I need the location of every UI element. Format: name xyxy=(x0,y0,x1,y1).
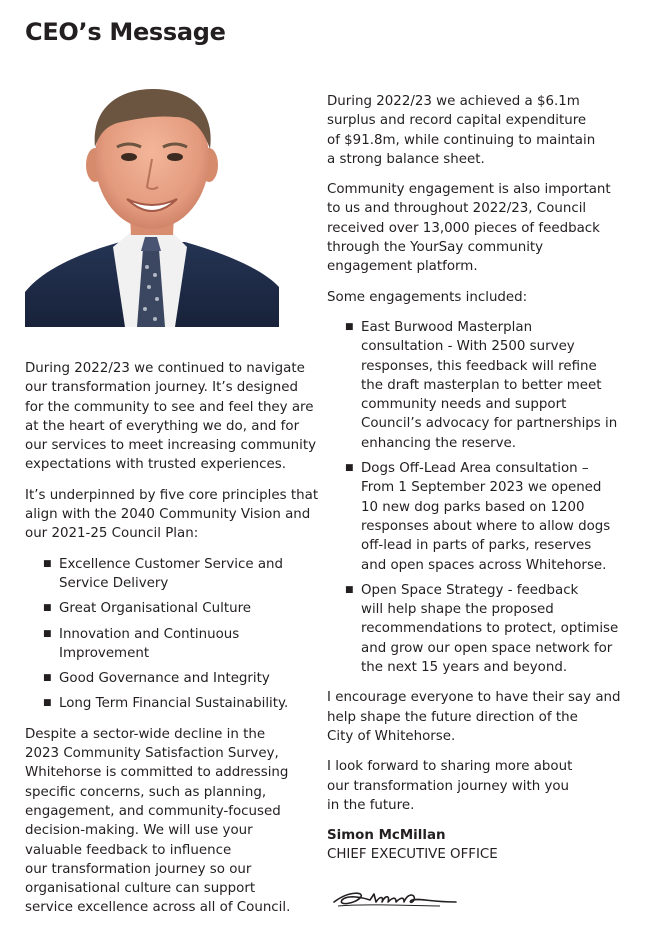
text-line: It’s underpinned by five core principles that xyxy=(25,487,319,503)
text-line: Whitehorse is committed to addressing xyxy=(25,765,289,781)
bullet-icon: ■ xyxy=(345,321,354,332)
ceo-portrait-photo xyxy=(25,77,279,327)
engagements-intro xyxy=(327,288,627,307)
list-item: ■ Dogs Off-Lead Area consultation – From 1 September 2023 we opened 10 new dog parks based on 1200 responses about where to allow dogs off-lead in parts of parks, reserves and open spaces across Whitehorse. xyxy=(345,461,611,573)
text-line: a strong balance sheet. xyxy=(327,151,485,167)
text-line: City of Whitehorse. xyxy=(327,728,456,744)
signoff-block xyxy=(327,826,627,865)
text-line: help shape the future direction of the xyxy=(327,709,578,725)
ceo-role: CHIEF EXECUTIVE OFFICE xyxy=(327,847,498,863)
right-column xyxy=(327,92,627,865)
encourage-paragraph xyxy=(327,688,627,746)
text-line: our services to meet increasing community xyxy=(25,438,317,454)
text-line: 2023 Community Satisfaction Survey, xyxy=(25,746,279,762)
text-line: I encourage everyone to have their say and xyxy=(327,690,621,706)
bullet-icon: ■ xyxy=(43,628,52,639)
bullet-icon: ■ xyxy=(43,558,52,569)
bullet-icon: ■ xyxy=(43,673,52,684)
text-line: for the community to see and feel they are xyxy=(25,399,314,415)
text-line: align with the 2040 Community Vision and xyxy=(25,507,311,523)
bullet-icon: ■ xyxy=(43,603,52,614)
list-item: ■ Excellence Customer Service and Service Delivery xyxy=(43,556,284,591)
text-line: During 2022/23 we continued to navigate xyxy=(25,361,305,376)
text-line: at the heart of everything we do, and for xyxy=(25,418,300,434)
text-line: engagement platform. xyxy=(327,259,478,275)
ceo-portrait-image xyxy=(25,77,279,327)
satisfaction-survey-paragraph xyxy=(25,725,320,918)
handwritten-signature xyxy=(330,886,460,912)
text-line: During 2022/23 we achieved a $6.1m xyxy=(327,94,580,109)
principles-intro-paragraph xyxy=(25,486,320,544)
financial-paragraph xyxy=(327,92,627,169)
principles-list xyxy=(43,555,320,714)
intro-paragraph xyxy=(25,359,320,475)
text-line: our transformation journey. It’s designed xyxy=(25,380,298,396)
engagement-paragraph xyxy=(327,180,627,276)
list-item: ■ Good Governance and Integrity xyxy=(59,669,320,688)
text-line: Community engagement is also important xyxy=(327,182,611,198)
list-item: ■ Great Organisational Culture xyxy=(59,599,320,618)
text-line: in the future. xyxy=(327,797,415,813)
bullet-icon: ■ xyxy=(43,698,52,709)
text-line: expectations with trusted experiences. xyxy=(25,457,286,473)
list-item: ■ Long Term Financial Sustainability. xyxy=(59,694,320,713)
text-line: our 2021-25 Council Plan: xyxy=(25,526,199,542)
list-item: ■ East Burwood Masterplan consultation - With 2500 survey responses, this feedback will refine the draft masterplan to better meet community needs and support Council’s advocacy for partnerships in enhancing the reserve. xyxy=(345,319,618,451)
text-line: valuable feedback to influence xyxy=(25,842,232,858)
ceo-name: Simon McMillan xyxy=(327,828,446,844)
text-line: I look forward to sharing more about xyxy=(327,759,573,775)
text-line: our transformation journey so our xyxy=(25,861,252,877)
bullet-icon: ■ xyxy=(345,463,354,474)
text-line: through the YourSay community xyxy=(327,240,544,256)
text-line: received over 13,000 pieces of feedback xyxy=(327,220,600,236)
list-item: ■ Open Space Strategy - feedback will help shape the proposed recommendations to protect, optimise and grow our open space network for the next 15 years and beyond. xyxy=(345,582,619,676)
text-line: service excellence across all of Council. xyxy=(25,900,291,916)
text-line: of $91.8m, while continuing to maintain xyxy=(327,132,596,148)
text-line: engagement, and community-focused xyxy=(25,803,281,819)
text-line: decision-making. We will use your xyxy=(25,823,253,839)
bullet-icon: ■ xyxy=(345,584,354,595)
text-line: to us and throughout 2022/23, Council xyxy=(327,201,587,217)
text-line: Despite a sector-wide decline in the xyxy=(25,726,266,742)
closing-paragraph xyxy=(327,757,627,815)
text-line: surplus and record capital expenditure xyxy=(327,113,587,129)
engagements-list xyxy=(345,318,627,677)
text-line: specific concerns, such as planning, xyxy=(25,784,267,800)
text-line: our transformation journey with you xyxy=(327,778,570,794)
text-line: Some engagements included: xyxy=(327,289,528,305)
left-column xyxy=(25,359,320,918)
page-title: CEO’s Message xyxy=(25,18,226,46)
text-line: organisational culture can support xyxy=(25,881,256,897)
list-item: ■ Innovation and Continuous Improvement xyxy=(43,626,240,661)
